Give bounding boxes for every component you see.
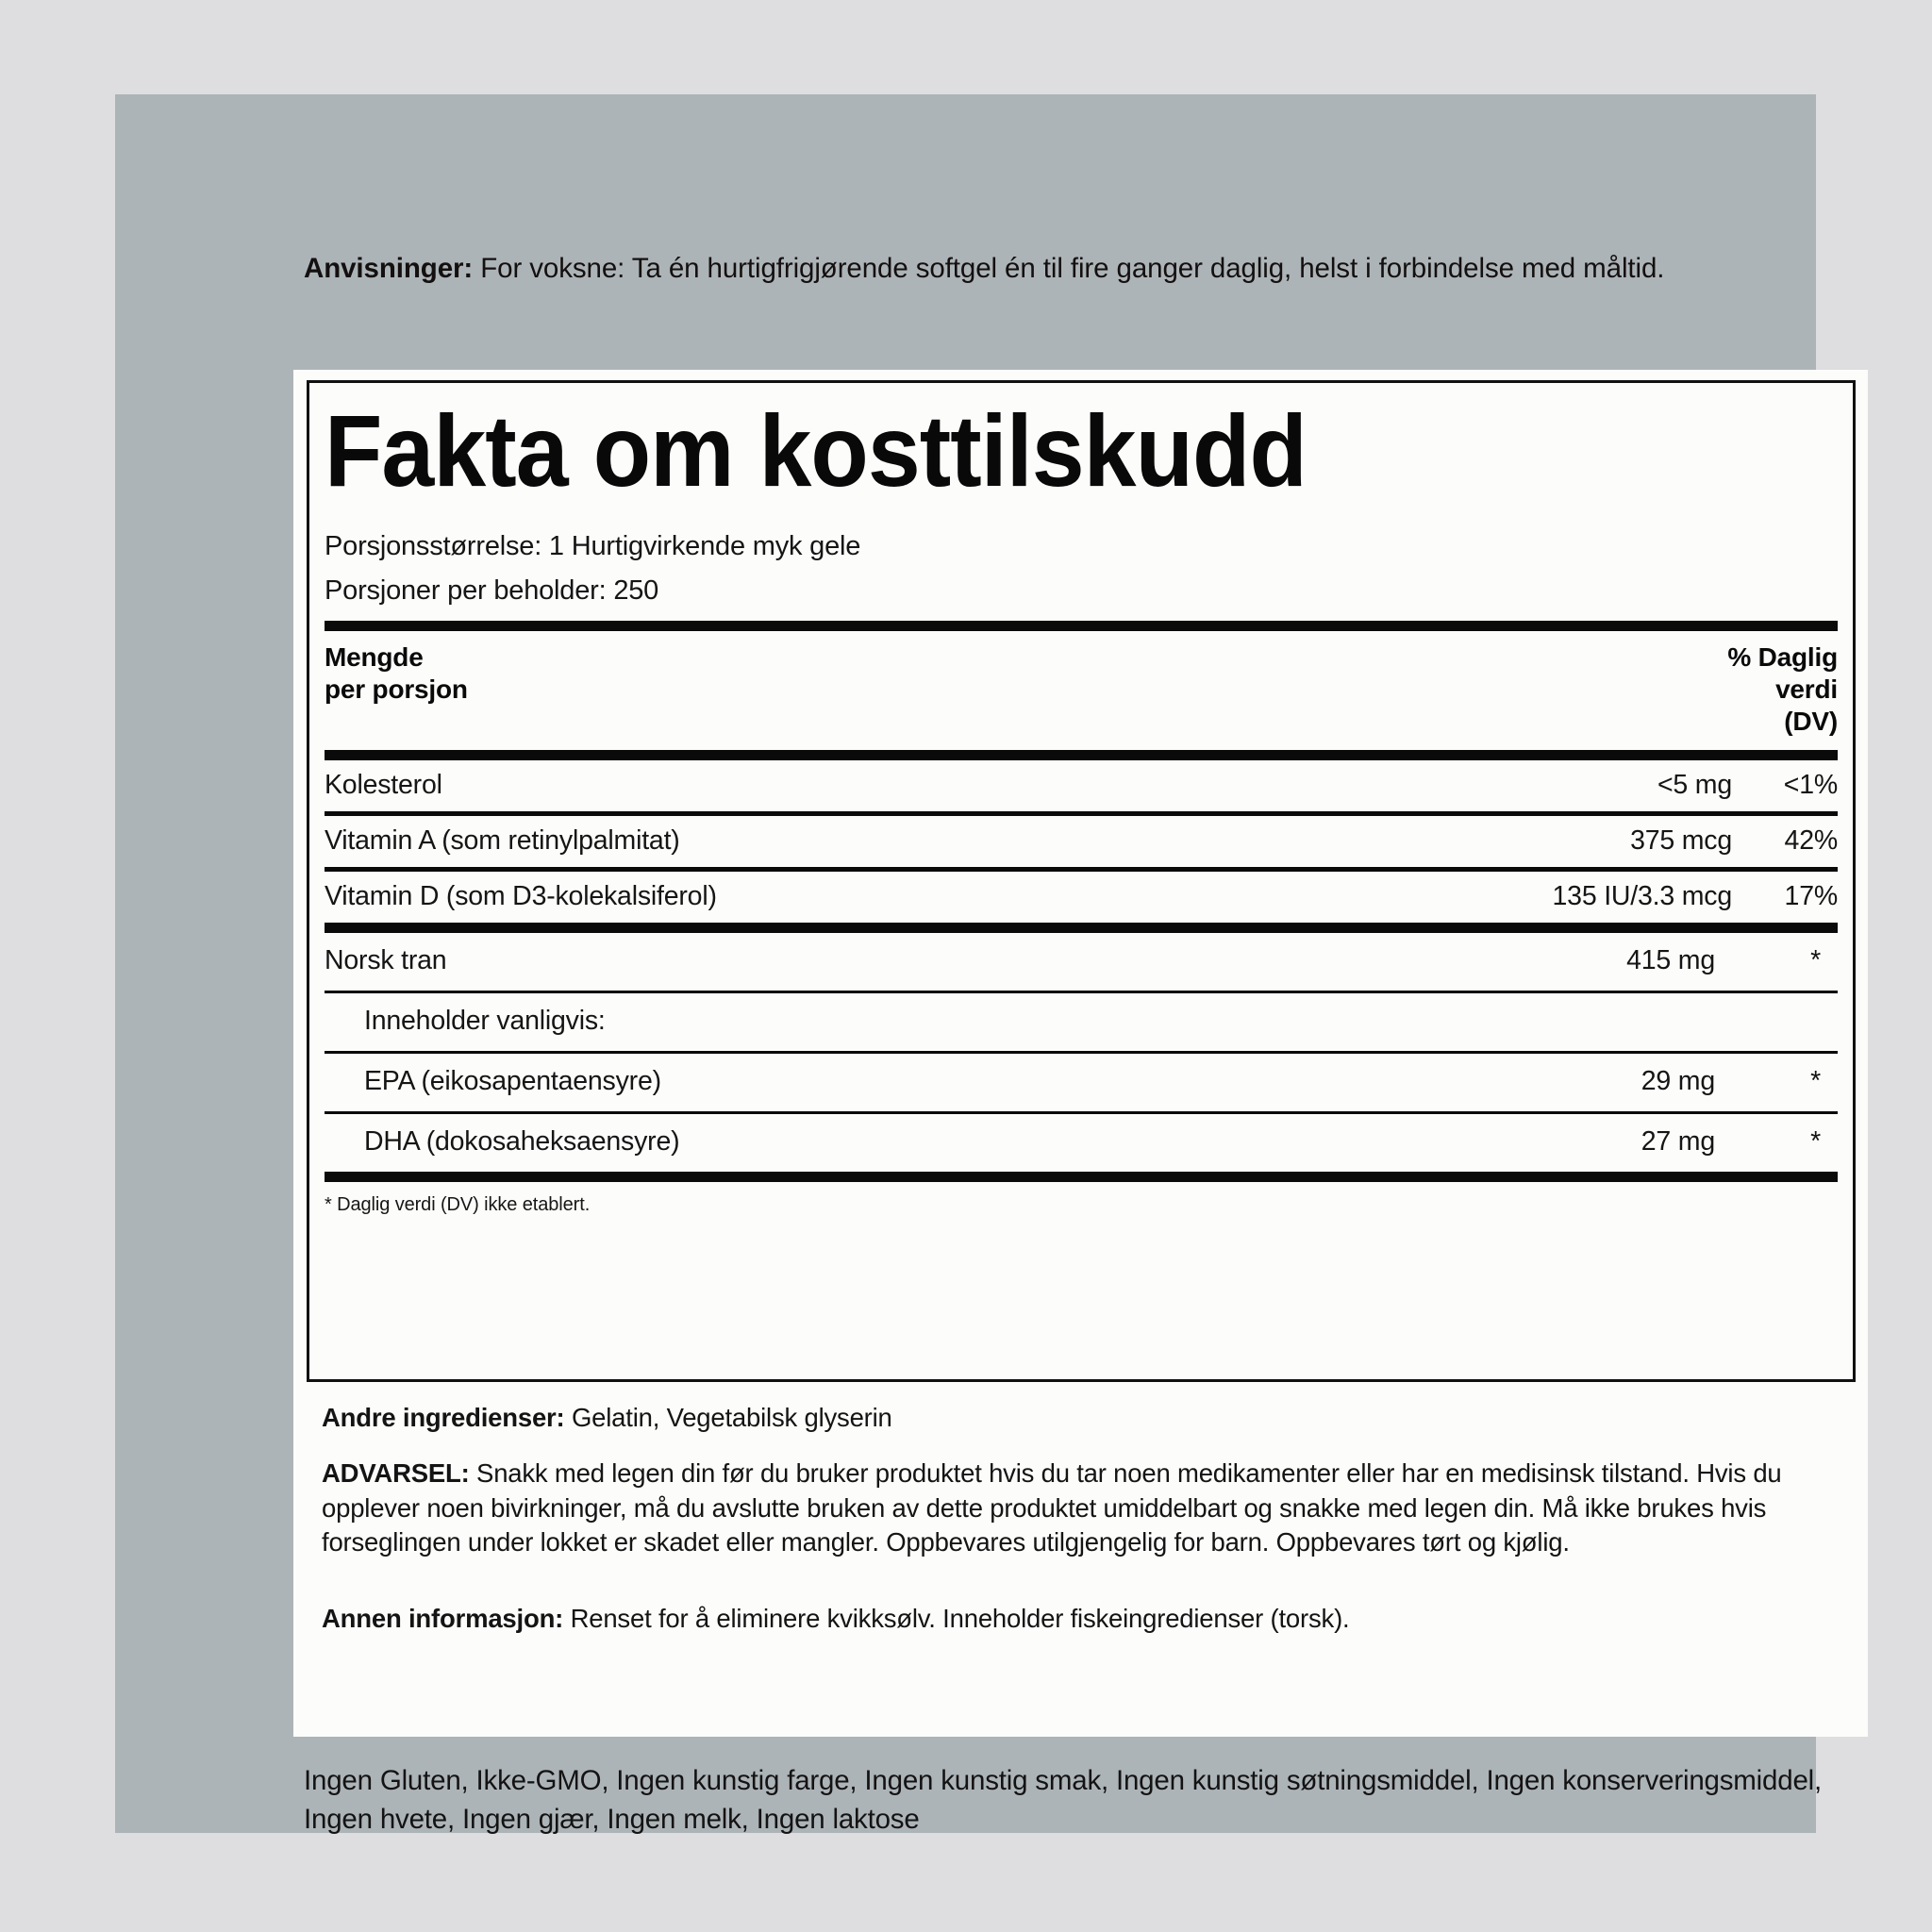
other-information-label: Annen informasjon: (322, 1604, 564, 1633)
table-row (325, 1114, 1838, 1172)
nutrient-daily-value: * (1810, 945, 1821, 976)
amount-header-line1: Mengde (325, 641, 424, 672)
nutrient-name: Vitamin D (som D3-kolekalsiferol) (325, 881, 717, 912)
directions-paragraph (304, 250, 1823, 287)
nutrient-daily-value: * (1810, 1126, 1821, 1158)
serving-info (325, 502, 1838, 621)
nutrient-amount: <5 mg (1657, 770, 1732, 801)
amount-per-serving-header (325, 641, 468, 706)
dv-header-line2: verdi (1775, 675, 1838, 705)
rule-heavy-bottom (325, 1172, 1838, 1182)
amount-header-line2: per porsjon (325, 675, 468, 705)
supplement-facts-card (293, 370, 1868, 1737)
table-row (325, 1054, 1838, 1111)
supplement-facts-title: Fakta om kosttilskudd (325, 393, 1307, 508)
warning-text: Snakk med legen din før du bruker produktet hvis du tar noen medikamenter eller har en medisinsk tilstand. Hvis du opplever noen bivirkninger, må du avslutte bruken av dette produktet umiddelbart og snakke med legen din. Må ikke brukes hvis forseglingen under lokket er skadet eller mangler. Oppbevares utilgjengelig for barn. Oppbevares tørt og kjølig. (322, 1458, 1782, 1557)
rule-heavy-top (325, 621, 1838, 631)
nutrient-amount: 27 mg (1641, 1126, 1715, 1158)
free-from-claims: Ingen Gluten, Ikke-GMO, Ingen kunstig farge, Ingen kunstig smak, Ingen kunstig søtningsmiddel, Ingen konserveringsmiddel, Ingen hvete, Ingen gjær, Ingen melk, Ingen laktose (304, 1765, 1823, 1836)
daily-value-footnote: * Daglig verdi (DV) ikke etablert. (325, 1194, 591, 1216)
nutrient-amount: 135 IU/3.3 mcg (1552, 881, 1732, 912)
nutrient-name: DHA (dokosaheksaensyre) (364, 1126, 680, 1158)
product-label-panel (115, 94, 1838, 1836)
table-row (325, 816, 1838, 867)
nutrient-amount: 415 mg (1626, 945, 1715, 976)
other-ingredients-label: Andre ingredienser: (322, 1403, 565, 1432)
nutrient-name: Kolesterol (325, 770, 442, 801)
nutrient-name: Vitamin A (som retinylpalmitat) (325, 825, 680, 857)
other-information-paragraph (322, 1602, 1839, 1637)
table-column-headers (325, 631, 1838, 750)
nutrient-amount: 29 mg (1641, 1066, 1715, 1097)
dv-header-line1: % Daglig (1727, 641, 1838, 672)
other-information-text: Renset for å eliminere kvikksølv. Inneholder fiskeingredienser (torsk). (570, 1604, 1350, 1633)
nutrient-amount: 375 mcg (1630, 825, 1732, 857)
daily-value-header (1727, 641, 1838, 738)
table-row (325, 933, 1838, 991)
directions-text: For voksne: Ta én hurtigfrigjørende softgel én til fire ganger daglig, helst i forbindelse med måltid. (480, 253, 1665, 284)
directions-label: Anvisninger: (304, 253, 474, 284)
warning-paragraph (322, 1457, 1839, 1560)
dv-header-line3: (DV) (1784, 707, 1838, 737)
other-ingredients-text: Gelatin, Vegetabilsk glyserin (571, 1403, 892, 1432)
row-divider-heavy (325, 923, 1838, 933)
table-row (325, 872, 1838, 923)
rule-heavy-below-headers (325, 750, 1838, 760)
table-row (325, 993, 1838, 1051)
serving-size: Porsjonsstørrelse: 1 Hurtigvirkende myk gele (325, 531, 861, 561)
nutrient-name: Norsk tran (325, 945, 447, 976)
nutrient-name: Inneholder vanligvis: (364, 1006, 606, 1037)
other-ingredients-paragraph (322, 1401, 1839, 1436)
nutrient-daily-value: 42% (1784, 825, 1838, 857)
nutrient-name: EPA (eikosapentaensyre) (364, 1066, 661, 1097)
warning-label: ADVARSEL: (322, 1458, 470, 1488)
nutrient-daily-value: 17% (1784, 881, 1838, 912)
table-row (325, 760, 1838, 811)
nutrient-daily-value: * (1810, 1066, 1821, 1097)
supplement-facts-box (307, 380, 1856, 1382)
servings-per-container: Porsjoner per beholder: 250 (325, 575, 659, 606)
nutrient-daily-value: <1% (1783, 770, 1838, 801)
